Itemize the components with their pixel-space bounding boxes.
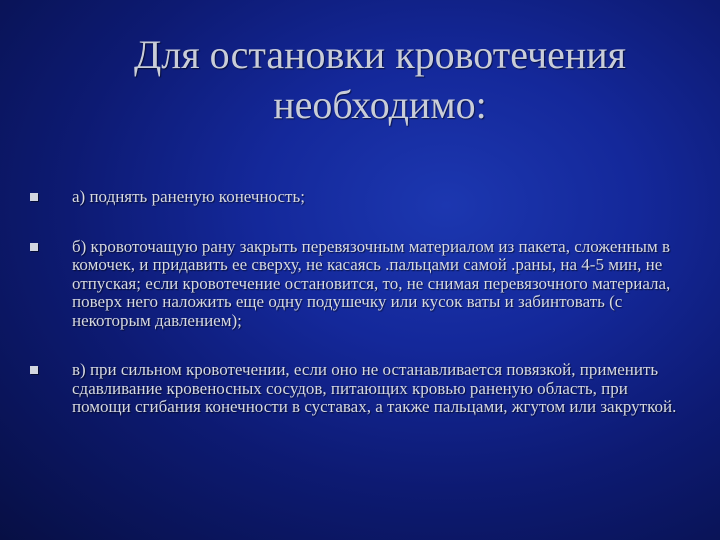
slide-title: Для остановки кровотечения необходимо: (133, 32, 627, 127)
square-bullet-icon (30, 243, 38, 251)
bullet-text: а) поднять раненую конечность; (72, 187, 305, 206)
bullet-item-c (30, 361, 690, 417)
bullet-text: б) кровоточащую рану закрыть перевязочным материалом из пакета, сложенным в комочек, и придавить ее сверху, не касаясь .пальцами самой .раны, на 4-5 мин, не отпуская; если кровотечение остановится, то, не снимая перевязочного материала, поверх него наложить еще одну подушечку или кусок ваты и забинтовать (с некоторым давлением); (72, 236, 671, 330)
bullet-item-b (30, 238, 690, 331)
bullet-list (30, 188, 690, 417)
bullet-text: в) при сильном кровотечении, если оно не останавливается повязкой, применить сдавливание кровеносных сосудов, питающих кровью раненую область, при помощи сгибания конечности в суставах, а также пальцами, жгутом или закруткой. (72, 360, 677, 416)
bullet-item-a (30, 188, 690, 207)
square-bullet-icon (30, 193, 38, 201)
square-bullet-icon (30, 366, 38, 374)
